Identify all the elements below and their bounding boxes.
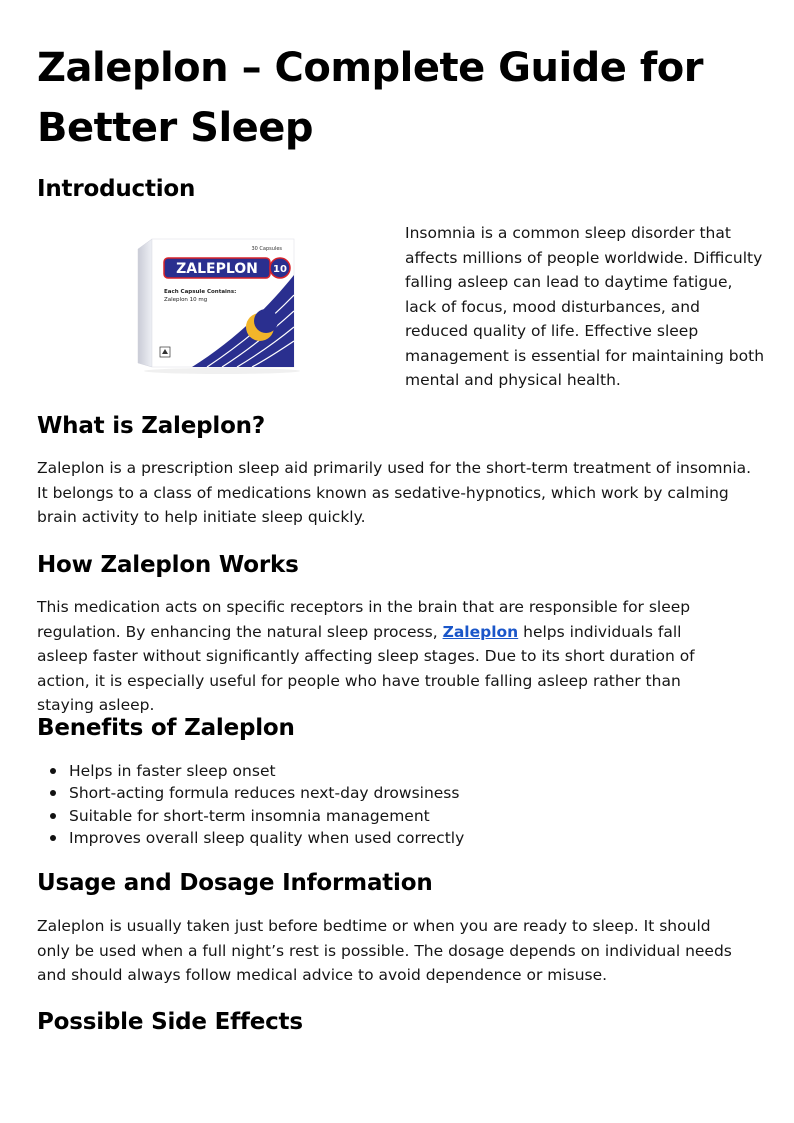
side-effects-heading: Possible Side Effects (37, 1009, 303, 1035)
list-item-text: Improves overall sleep quality when used correctly (69, 828, 465, 847)
zaleplon-box-image (132, 235, 302, 375)
introduction-heading: Introduction (37, 176, 196, 202)
usage-text: Zaleplon is usually taken just before bedtime or when you are ready to sleep. It should only be used when a full night’s rest is possible. The dosage depends on individual needs and should always follow medical advice to avoid dependence or misuse. (37, 917, 732, 984)
introduction-text: Insomnia is a common sleep disorder that affects millions of people worldwide. Difficulty falling asleep can lead to daytime fatigue, lack of focus, mood disturbances, and reduced quality of life. Effective sleep management is essential for maintaining both mental and physical health. (405, 224, 765, 389)
bullet-icon (50, 835, 56, 841)
list-item (37, 782, 757, 804)
how-works-text-part1: This medication acts on specific receptors in the brain that are responsible for sleep regulation. By enhancing the natural sleep process, (37, 598, 691, 641)
svg-text:Each Capsule Contains:: Each Capsule Contains: (164, 289, 237, 295)
how-works-text-part2: helps individuals fall asleep faster without significantly affecting sleep stages. Due to its short duration of action, it is especially useful for people who have trouble falling asleep rather than staying asleep. (37, 622, 695, 714)
benefits-heading: Benefits of Zaleplon (37, 715, 295, 741)
bullet-icon (50, 790, 56, 796)
benefits-list (37, 760, 757, 849)
list-item (37, 760, 757, 782)
list-item-text: Short-acting formula reduces next-day drowsiness (69, 784, 460, 803)
bullet-icon (50, 768, 56, 774)
how-works-heading: How Zaleplon Works (37, 552, 299, 578)
bullet-icon (50, 813, 56, 819)
zaleplon-link[interactable]: Zaleplon (442, 622, 519, 641)
svg-text:10: 10 (273, 264, 287, 275)
what-is-text: Zaleplon is a prescription sleep aid primarily used for the short-term treatment of insomnia. It belongs to a class of medications known as sedative-hypnotics, which work by calming brain activity to help initiate sleep quickly. (37, 459, 752, 526)
list-item (37, 805, 757, 827)
list-item-text: Suitable for short-term insomnia management (69, 806, 430, 825)
svg-text:30 Capsules: 30 Capsules (251, 246, 282, 252)
usage-heading: Usage and Dosage Information (37, 870, 433, 896)
svg-text:Zaleplon 10 mg: Zaleplon 10 mg (164, 297, 208, 303)
list-item-text: Helps in faster sleep onset (69, 762, 276, 780)
page-title: Zaleplon – Complete Guide for Better Sleep (37, 45, 703, 151)
svg-text:ZALEPLON: ZALEPLON (176, 261, 258, 277)
what-is-heading: What is Zaleplon? (37, 413, 265, 439)
list-item (37, 827, 757, 849)
how-works-text (37, 595, 737, 718)
